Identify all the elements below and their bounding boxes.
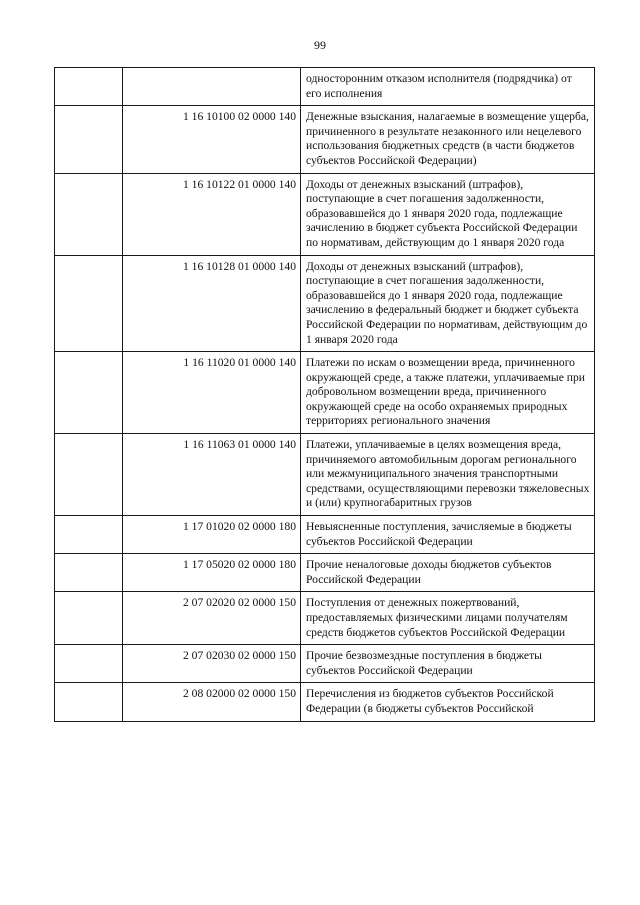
budget-revenue-table — [54, 67, 595, 722]
admin-cell — [55, 592, 123, 645]
table-row — [55, 592, 595, 645]
budget-code-cell: 1 16 11063 01 0000 140 — [123, 434, 301, 516]
description-cell: Доходы от денежных взысканий (штрафов), поступающие в счет погашения задолженности, образовавшейся до 1 января 2020 года, подлежащие зачислению в бюджет субъекта Российской Федерации по нормативам, действующим до 1 января 2020 года — [301, 173, 595, 255]
budget-code-cell: 1 16 11020 01 0000 140 — [123, 352, 301, 434]
table-row — [55, 255, 595, 352]
description-cell: Поступления от денежных пожертвований, предоставляемых физическими лицами получателям средств бюджетов субъектов Российской Федерации — [301, 592, 595, 645]
admin-cell — [55, 683, 123, 721]
description-cell: Прочие неналоговые доходы бюджетов субъектов Российской Федерации — [301, 554, 595, 592]
budget-code-cell: 1 17 01020 02 0000 180 — [123, 516, 301, 554]
table-row — [55, 645, 595, 683]
page-number: 99 — [314, 38, 326, 52]
admin-cell — [55, 516, 123, 554]
budget-code-cell: 1 16 10122 01 0000 140 — [123, 173, 301, 255]
admin-cell — [55, 434, 123, 516]
admin-cell — [55, 255, 123, 352]
table-row — [55, 434, 595, 516]
budget-code-cell: 2 08 02000 02 0000 150 — [123, 683, 301, 721]
budget-code-cell — [123, 68, 301, 106]
admin-cell — [55, 173, 123, 255]
description-cell: Доходы от денежных взысканий (штрафов), поступающие в счет погашения задолженности, образовавшейся до 1 января 2020 года, подлежащие зачислению в федеральный бюджет и бюджет субъекта Российской Федерации по нормативам, действующим до 1 января 2020 года — [301, 255, 595, 352]
table-row — [55, 516, 595, 554]
description-cell: Платежи, уплачиваемые в целях возмещения вреда, причиняемого автомобильным дорогам регионального или межмуниципального значения транспортными средствами, осуществляющими перевозки тяжеловесных и (или) крупногабаритных грузов — [301, 434, 595, 516]
table-row — [55, 352, 595, 434]
table-row — [55, 554, 595, 592]
admin-cell — [55, 352, 123, 434]
description-cell: Денежные взыскания, налагаемые в возмещение ущерба, причиненного в результате незаконного или нецелевого использования бюджетных средств (в части бюджетов субъектов Российской Федерации) — [301, 106, 595, 173]
budget-code-cell: 2 07 02020 02 0000 150 — [123, 592, 301, 645]
budget-code-cell: 2 07 02030 02 0000 150 — [123, 645, 301, 683]
budget-code-cell: 1 17 05020 02 0000 180 — [123, 554, 301, 592]
admin-cell — [55, 645, 123, 683]
admin-cell — [55, 68, 123, 106]
description-cell: Невыясненные поступления, зачисляемые в бюджеты субъектов Российской Федерации — [301, 516, 595, 554]
budget-code-cell: 1 16 10100 02 0000 140 — [123, 106, 301, 173]
table-row — [55, 106, 595, 173]
admin-cell — [55, 554, 123, 592]
table-row — [55, 683, 595, 721]
description-cell: односторонним отказом исполнителя (подрядчика) от его исполнения — [301, 68, 595, 106]
description-cell: Прочие безвозмездные поступления в бюджеты субъектов Российской Федерации — [301, 645, 595, 683]
budget-code-cell: 1 16 10128 01 0000 140 — [123, 255, 301, 352]
admin-cell — [55, 106, 123, 173]
description-cell: Перечисления из бюджетов субъектов Российской Федерации (в бюджеты субъектов Российской — [301, 683, 595, 721]
table-row — [55, 173, 595, 255]
table-row — [55, 68, 595, 106]
description-cell: Платежи по искам о возмещении вреда, причиненного окружающей среде, а также платежи, уплачиваемые при добровольном возмещении вреда, причиненного окружающей среде на особо охраняемых природных территориях регионального значения — [301, 352, 595, 434]
